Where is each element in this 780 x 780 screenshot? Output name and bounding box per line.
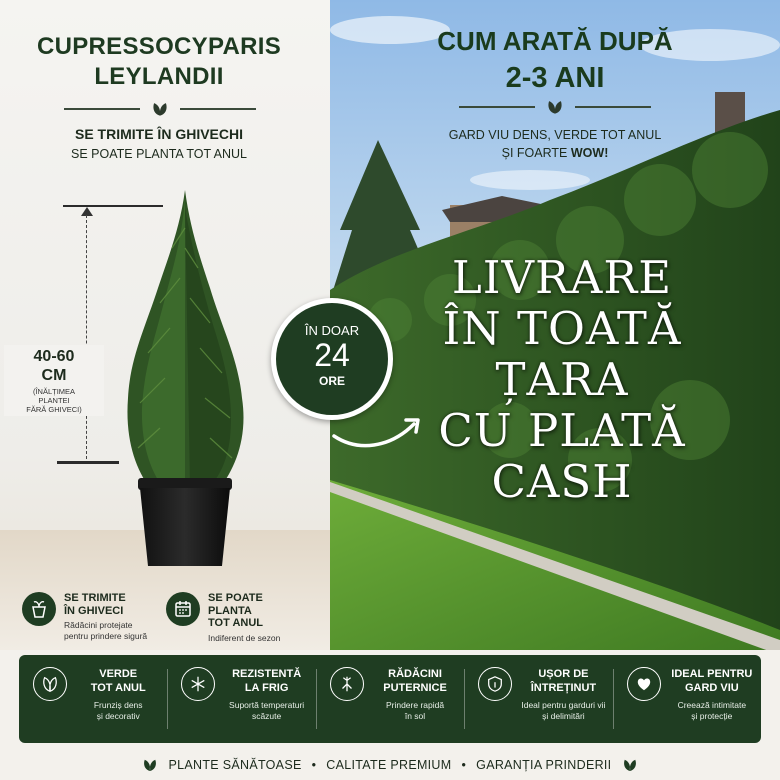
promo-line-2: ÎN TOATĂ <box>442 302 682 355</box>
benefit-title-2b: LA FRIG <box>244 682 289 694</box>
footer-healthy-plants: PLANTE SĂNĂTOASE <box>168 758 302 772</box>
promo-line-3: ȚARA <box>495 353 629 406</box>
benefit-desc-2a: Suportă temperaturi <box>229 700 305 710</box>
footer-separator: • <box>311 758 317 772</box>
promo-line-1: LIVRARE <box>451 251 673 304</box>
benefit-desc-1b: și decorativ <box>96 711 140 721</box>
benefit-desc-5a: Creează intimitate <box>677 700 747 710</box>
benefit-cold-resistant <box>167 655 315 743</box>
result-subtitle <box>330 126 780 162</box>
benefit-title-1b: TOT ANUL <box>90 682 146 694</box>
badge-line3: ORE <box>318 374 345 388</box>
benefit-title-3a: RĂDĂCINI <box>388 668 442 680</box>
leaf-icon <box>150 100 170 118</box>
benefit-desc-3b: în sol <box>404 711 426 721</box>
promo-line-5: CASH <box>491 455 633 508</box>
heart-icon <box>627 667 661 701</box>
feature-calendar-title-3: TOT ANUL <box>208 617 263 629</box>
benefit-title-5b: GARD VIU <box>684 682 739 694</box>
footer <box>0 750 780 780</box>
footer-guarantee: GARANȚIA PRINDERII <box>476 758 612 772</box>
feature-pot-desc-1: Rădăcini protejate <box>64 620 133 630</box>
benefit-title-4b: ÎNTREȚINUT <box>530 682 597 694</box>
benefit-desc-5b: și protecție <box>691 711 733 721</box>
result-subtitle-wow: WOW! <box>570 146 609 160</box>
right-divider <box>455 98 655 116</box>
benefit-roots <box>316 655 464 743</box>
benefit-hedge <box>613 655 761 743</box>
feature-calendar-desc: Indiferent de sezon <box>208 632 281 643</box>
height-note-2: PLANTEI <box>38 396 70 405</box>
feature-pot <box>22 592 162 642</box>
feature-calendar-title-2: PLANTA <box>208 604 252 617</box>
potted-cypress-image <box>110 188 260 568</box>
curved-arrow-icon <box>328 408 428 458</box>
footer-premium-quality: CALITATE PREMIUM <box>326 758 452 772</box>
result-title-line1: CUM ARATĂ DUPĂ <box>437 26 673 56</box>
feature-pot-desc-2: pentru prindere sigură <box>64 631 148 641</box>
leaf-icon <box>621 757 639 773</box>
footer-separator: • <box>461 758 467 772</box>
shipping-note: SE TRIMITE ÎN GHIVECHI <box>74 126 243 142</box>
product-title <box>0 32 318 92</box>
feature-pot-title-2: ÎN GHIVECI <box>64 604 124 617</box>
product-title-line2: LEYLANDII <box>94 63 224 90</box>
result-title-line2: 2-3 ANI <box>505 62 605 94</box>
delivery-badge <box>271 298 393 420</box>
result-subtitle-line1: GARD VIU DENS, VERDE TOT ANUL <box>448 128 662 142</box>
benefit-evergreen <box>19 655 167 743</box>
height-unit: CM <box>41 367 67 384</box>
height-label <box>4 345 104 416</box>
benefit-title-3b: PUTERNICE <box>383 682 447 694</box>
benefits-bar <box>19 655 761 743</box>
result-subtitle-line2: ȘI FOARTE <box>501 146 571 160</box>
snowflake-icon <box>181 667 215 701</box>
height-range: 40-60 <box>33 348 75 365</box>
benefit-desc-3a: Prindere rapidă <box>385 700 445 710</box>
badge-hours: 24 <box>314 337 350 373</box>
measure-line <box>86 215 87 459</box>
height-note-1: (ÎNĂLȚIMEA <box>32 387 76 396</box>
shield-leaf-icon <box>478 667 512 701</box>
delivery-promo <box>392 252 732 507</box>
benefit-title-2a: REZISTENTĂ <box>232 668 302 680</box>
planting-note: SE POATE PLANTA TOT ANUL <box>71 147 247 161</box>
pot-icon <box>22 592 56 626</box>
leaf-icon <box>141 757 159 773</box>
feature-pot-title-1: SE TRIMITE <box>64 592 126 604</box>
benefit-desc-4b: și delimitări <box>542 711 585 721</box>
feature-calendar-title-1: SE POATE <box>208 592 263 604</box>
height-note-3: FĂRĂ GHIVECI) <box>26 405 82 414</box>
benefit-title-5a: IDEAL PENTRU <box>671 668 753 680</box>
benefit-desc-2b: scăzute <box>251 711 282 721</box>
feature-calendar <box>166 592 316 644</box>
promo-line-4: CU PLATĂ <box>438 404 686 457</box>
benefit-desc-1a: Frunziș dens <box>93 700 143 710</box>
measure-arrow-icon <box>81 207 93 216</box>
leaf-icon <box>545 98 565 116</box>
benefit-title-4a: UȘOR DE <box>538 668 589 680</box>
calendar-icon <box>166 592 200 626</box>
left-divider <box>60 100 260 118</box>
roots-icon <box>330 667 364 701</box>
benefit-desc-4a: Ideal pentru garduri vii <box>521 700 606 710</box>
benefit-easy-care <box>464 655 612 743</box>
badge-line1: ÎN DOAR <box>304 323 360 338</box>
leaf-icon <box>33 667 67 701</box>
benefit-title-1a: VERDE <box>99 668 138 680</box>
product-title-line1: CUPRESSOCYPARIS <box>36 33 282 60</box>
